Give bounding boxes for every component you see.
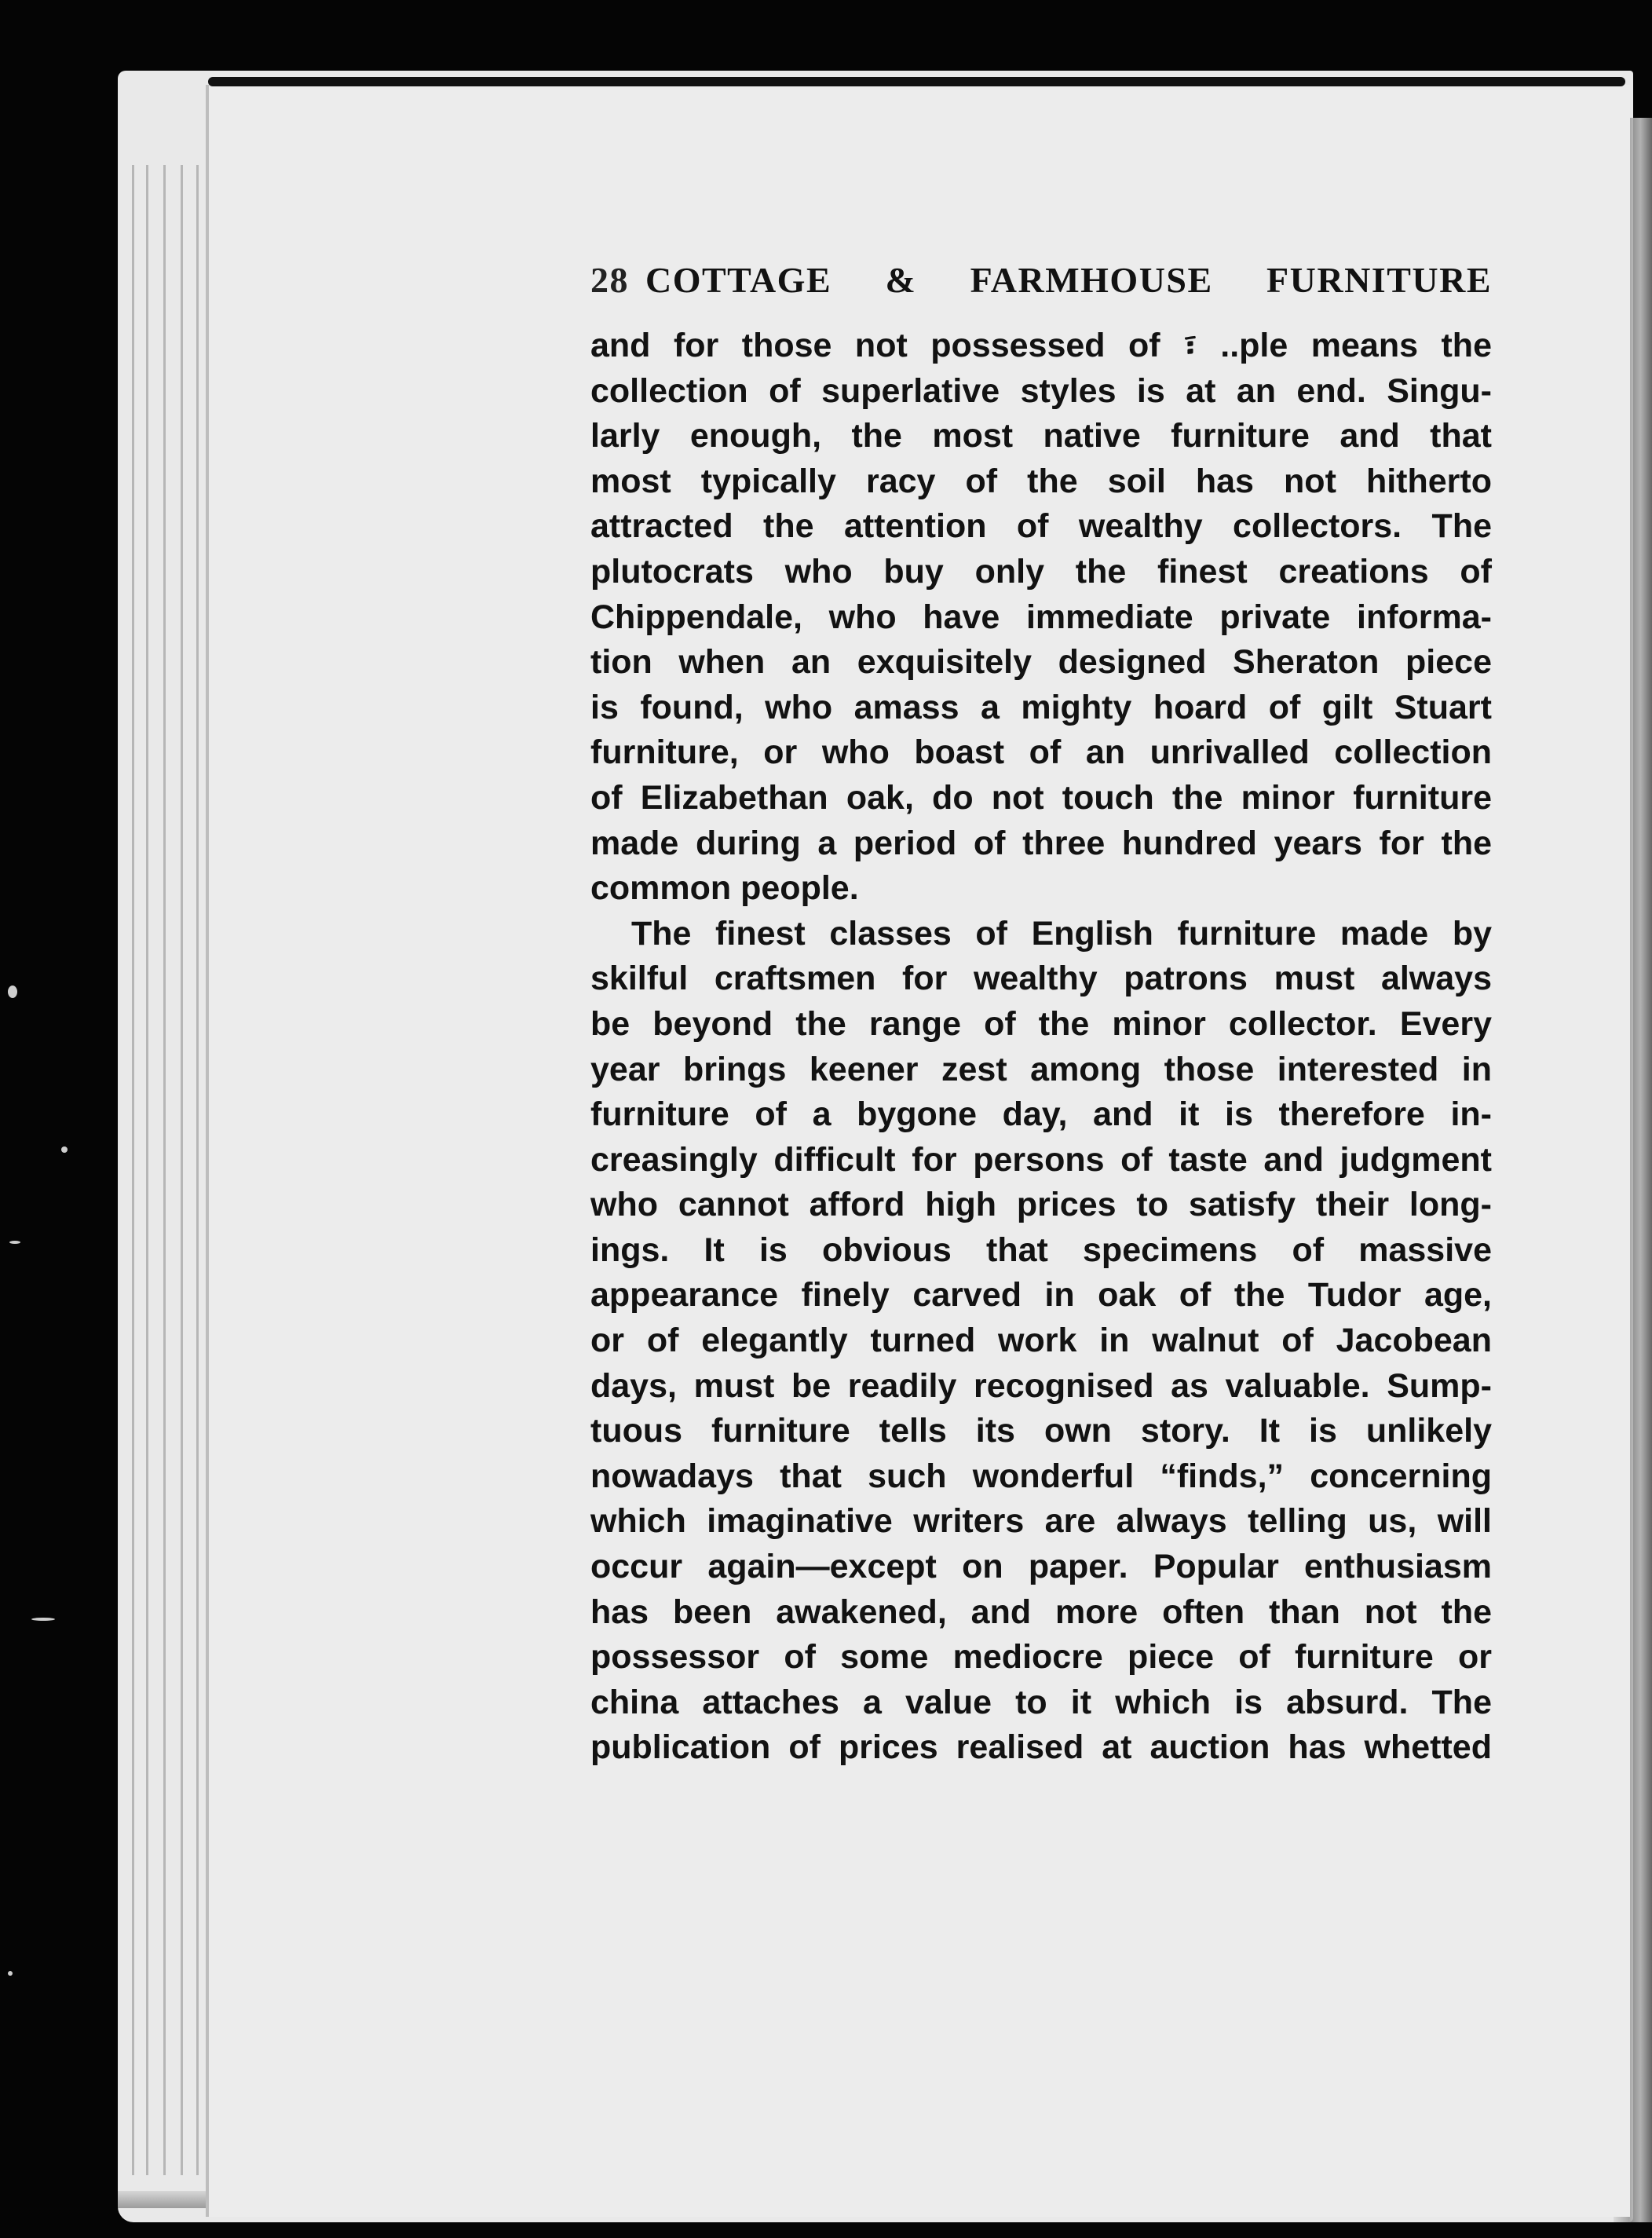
page-number: 28 — [590, 260, 629, 300]
text-line: furniture, or who boast of an unrivalled collection — [590, 733, 1492, 772]
text-line: tion when an exquisitely designed Sheraton piece — [590, 643, 1492, 682]
margin-speck — [61, 1146, 68, 1153]
text-line: creasingly difficult for persons of taste and judgment — [590, 1140, 1492, 1179]
text-line: of Elizabethan oak, do not touch the minor furniture — [590, 778, 1492, 817]
text-line: tuous furniture tells its own story. It is unlikely — [590, 1412, 1492, 1450]
page-edge-line — [163, 165, 166, 2175]
text-line: furniture of a bygone day, and it is therefore in- — [590, 1095, 1492, 1134]
paragraph-1 — [590, 324, 1492, 912]
margin-speck — [31, 1618, 55, 1621]
text-line: larly enough, the most native furniture and that — [590, 417, 1492, 455]
text-line: plutocrats who buy only the finest creations of — [590, 552, 1492, 591]
page-edge-line — [132, 165, 134, 2175]
text-line: attracted the attention of wealthy collectors. The — [590, 507, 1492, 546]
text-line: days, must be readily recognised as valuable. Sump- — [590, 1366, 1492, 1405]
page-text — [590, 259, 1492, 1771]
text-line: Chippendale, who have immediate private informa- — [590, 598, 1492, 636]
text-line: and for those not possessed of ፣ ..ple means the — [590, 327, 1492, 364]
text-line: which imaginative writers are always telling us, will — [590, 1502, 1492, 1541]
text-line: occur again—except on paper. Popular enthusiasm — [590, 1548, 1492, 1586]
margin-speck — [8, 1971, 13, 1976]
text-line: The finest classes of English furniture made by — [631, 914, 1492, 953]
text-line: appearance finely carved in oak of the Tudor age, — [590, 1276, 1492, 1315]
text-line: publication of prices realised at auction has whetted — [590, 1728, 1492, 1767]
text-line: made during a period of three hundred years for the — [590, 824, 1492, 862]
page-edge-line — [181, 165, 183, 2175]
page-edge-line — [196, 165, 199, 2175]
margin-speck — [8, 986, 17, 998]
text-line: skilful craftsmen for wealthy patrons must always — [590, 960, 1492, 998]
text-line: collection of superlative styles is at an end. Singu- — [590, 371, 1492, 410]
text-line: is found, who amass a mighty hoard of gilt Stuart — [590, 688, 1492, 726]
text-line: possessor of some mediocre piece of furniture or — [590, 1638, 1492, 1677]
text-line: who cannot afford high prices to satisfy their long- — [590, 1186, 1492, 1224]
running-title: COTTAGE & FARMHOUSE FURNITURE — [645, 260, 1492, 300]
text-line: nowadays that such wonderful “finds,” concerning — [590, 1457, 1492, 1495]
text-line: common people. — [590, 869, 859, 908]
running-head — [590, 259, 1492, 314]
text-line: or of elegantly turned work in walnut of Jacobean — [590, 1322, 1492, 1360]
text-line: has been awakened, and more often than not the — [590, 1593, 1492, 1631]
text-line: most typically racy of the soil has not hitherto — [590, 462, 1492, 500]
text-line: ings. It is obvious that specimens of massive — [590, 1231, 1492, 1269]
text-line: year brings keener zest among those interested in — [590, 1050, 1492, 1088]
paragraph-2 — [590, 912, 1492, 1771]
page-edge-line — [146, 165, 148, 2175]
text-line: be beyond the range of the minor collector. Every — [590, 1004, 1492, 1043]
margin-speck — [9, 1241, 20, 1244]
text-line: china attaches a value to it which is absurd. The — [590, 1683, 1492, 1721]
top-binding-edge — [208, 77, 1625, 86]
